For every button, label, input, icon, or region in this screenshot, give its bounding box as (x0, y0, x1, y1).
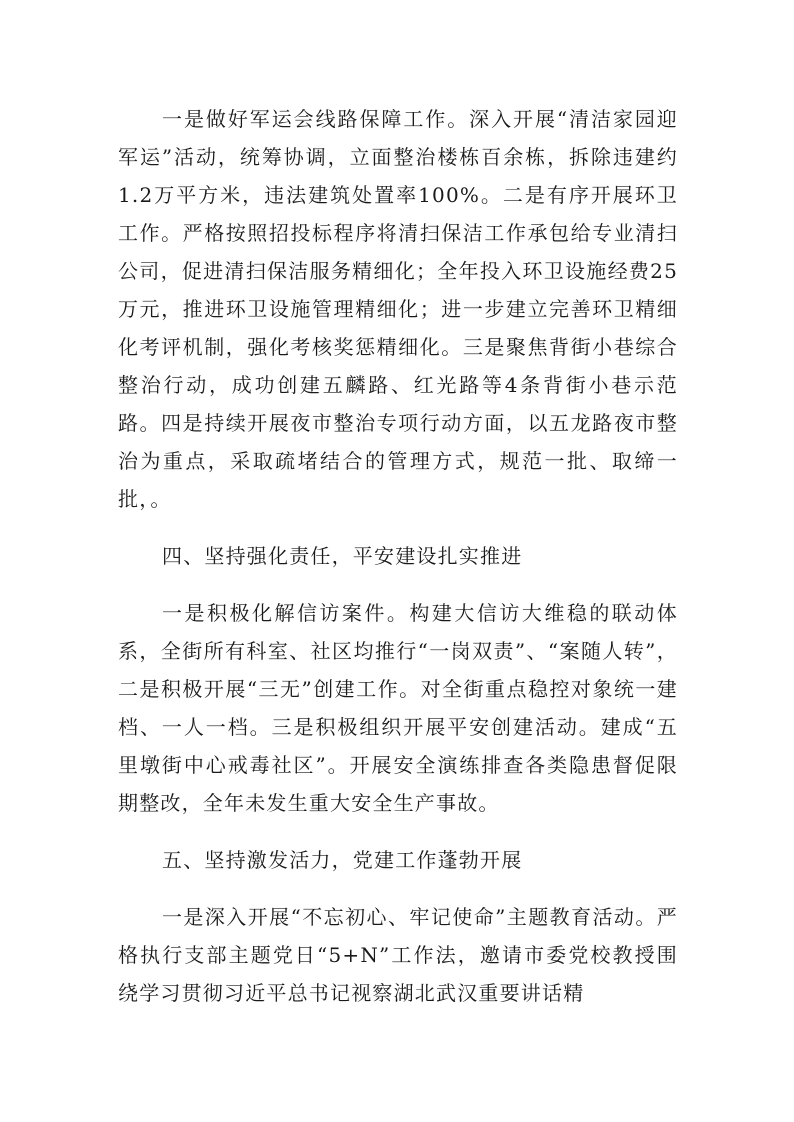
section-heading-party-building: 五、坚持激发活力，党建工作蓬勃开展 (162, 848, 523, 872)
paragraph-army-games-sanitation: 一是做好军运会线路保障工作。深入开展“清洁家园迎军运”活动，统筹协调，立面整治楼栋百余栋，拆除违建约1.2万平方米，违法建筑处置率100%。二是有序开展环卫工作。严格按照招投标程序将清扫保洁工作承包给专业清扫公司，促进清扫保洁服务精细化；全年投入环卫设施经费25万元，推进环卫设施管理精细化；进一步建立完善环卫精细化考评机制，强化考核奖惩精细化。三是聚焦背街小巷综合整治行动，成功创建五麟路、红光路等4条背街小巷示范路。四是持续开展夜市整治专项行动方面，以五龙路夜市整治为重点，采取疏堵结合的管理方式，规范一批、取缔一批，。 (118, 107, 678, 511)
paragraph-petition-safety: 一是积极化解信访案件。构建大信访大维稳的联动体系，全街所有科室、社区均推行“一岗双责”、“案随人转”，二是积极开展“三无”创建工作。对全街重点稳控对象统一建档、一人一档。三是积极组织开展平安创建活动。建成“五里墩街中心戒毒社区”。开展安全演练排查各类隐患督促限期整改，全年未发生重大安全生产事故。 (118, 601, 678, 815)
paragraph-spacing (118, 879, 678, 898)
section-heading-safety: 四、坚持强化责任，平安建设扎实推进 (162, 544, 523, 568)
paragraph-spacing (118, 575, 678, 594)
paragraph-theme-education: 一是深入开展“不忘初心、牢记使命”主题教育活动。严格执行支部主题党日“5+N”工作法，邀请市委党校教授围绕学习贯彻习近平总书记视察湖北武汉重要讲话精 (118, 905, 678, 1005)
document-body (118, 100, 678, 1012)
paragraph-spacing (118, 822, 678, 841)
paragraph-spacing (118, 518, 678, 537)
